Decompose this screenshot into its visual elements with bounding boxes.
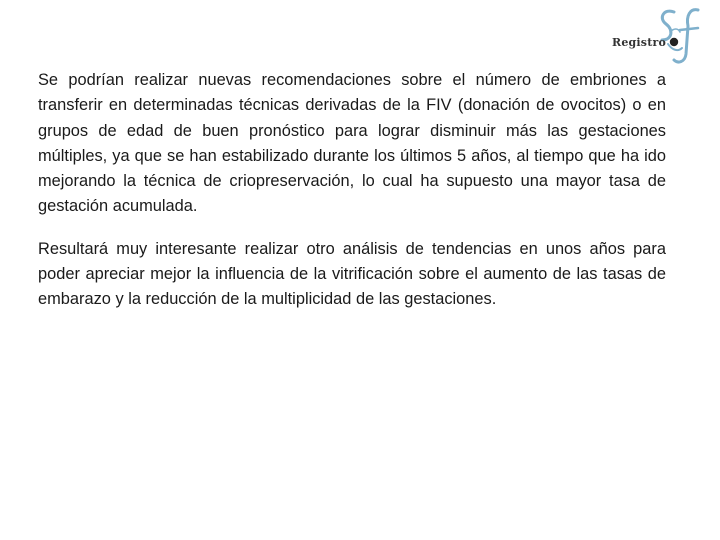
paragraph: Resultará muy interesante realizar otro análisis de tendencias en unos años para poder apreciar mejor la influencia de la vitrificación sobre el aumento de las tasas de embarazo y la reducción de la multiplicidad de las gestaciones. — [38, 239, 666, 309]
registro-sf-logo — [608, 6, 712, 68]
document-body — [38, 68, 666, 313]
logo-text: Registro — [612, 36, 667, 49]
paragraph: Se podrían realizar nuevas recomendaciones sobre el número de embriones a transferir en determinadas técnicas derivadas de la FIV (donación de ovocitos) o en grupos de edad de buen pronóstico para lograr disminuir más las gestaciones múltiples, ya que se han estabilizado durante los últimos 5 años, al tiempo que ha ido mejorando la técnica de criopreservación, lo cual ha supuesto una mayor tasa de gestación acumulada. — [38, 71, 666, 216]
